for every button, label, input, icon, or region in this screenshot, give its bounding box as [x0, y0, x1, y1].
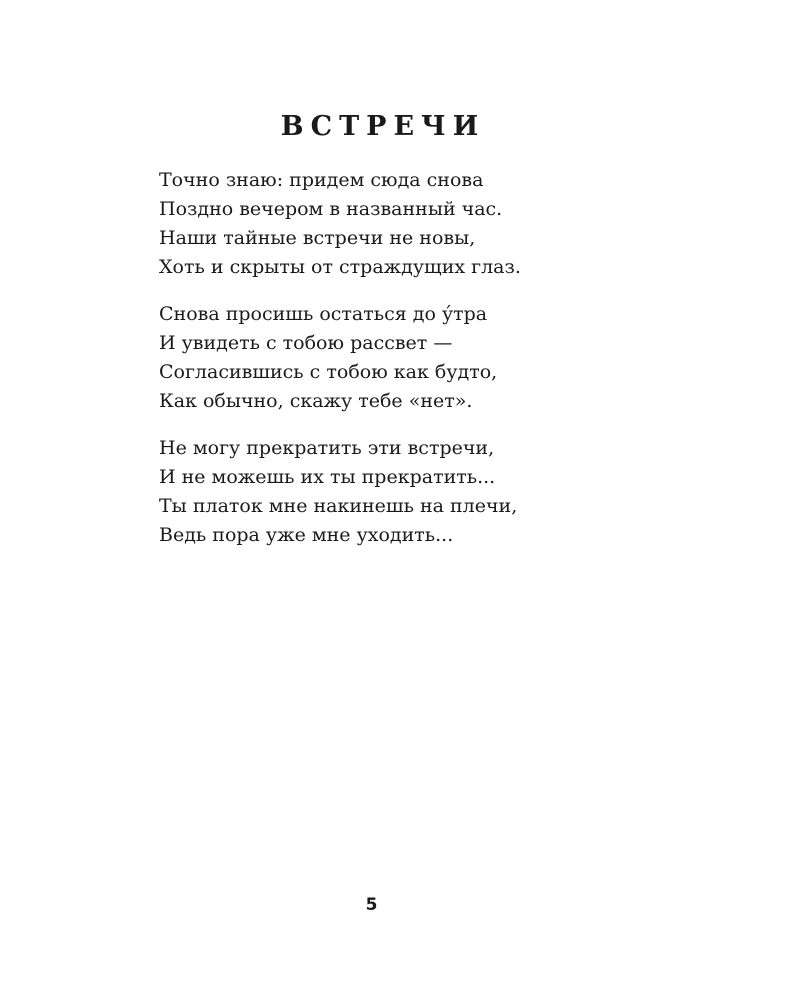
poem-line: Наши тайные встречи не новы, — [159, 227, 476, 249]
page-number: 5 — [365, 895, 378, 915]
poem-line: Поздно вечером в названный час. — [159, 198, 503, 220]
poem-line: Хоть и скрыты от страждущих глаз. — [159, 256, 521, 278]
poem-line: Ты платок мне накинешь на плечи, — [159, 495, 518, 517]
poem-body — [159, 166, 759, 568]
poem-line: Согласившись с тобою как будто, — [159, 361, 498, 383]
poem-line: Как обычно, скажу тебе «нет». — [159, 390, 473, 412]
poem-line: Ведь пора уже мне уходить... — [159, 524, 454, 546]
poem-line: И увидеть с тобою рассвет — — [159, 332, 453, 354]
stanza-1 — [159, 166, 759, 282]
poem-title: ВСТРЕЧИ — [280, 111, 486, 142]
poem-line: Точно знаю: придем сюда снова — [159, 169, 484, 191]
stanza-3 — [159, 434, 759, 550]
poem-line: Снова просишь остаться до у́тра — [159, 303, 488, 325]
poem-line: И не можешь их ты прекратить... — [159, 466, 496, 488]
poem-line: Не могу прекратить эти встречи, — [159, 437, 495, 459]
stanza-2 — [159, 300, 759, 416]
